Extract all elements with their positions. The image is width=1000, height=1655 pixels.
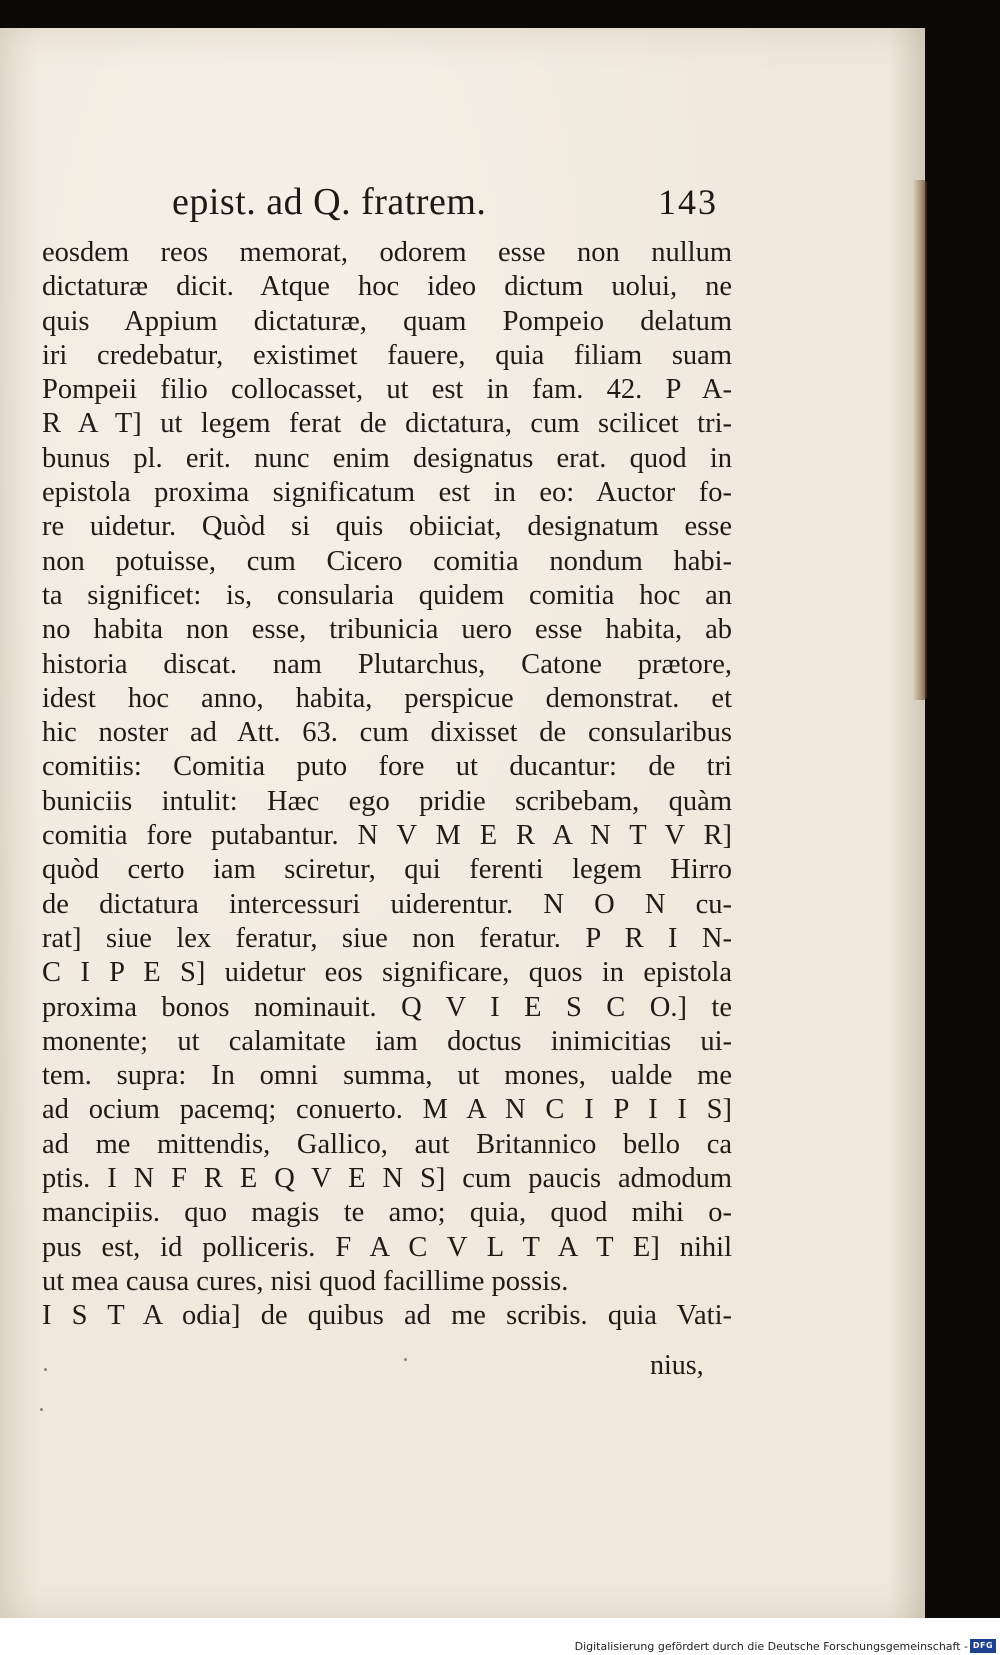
text-line: ta significet: is, consularia quidem comitia hoc an [42,579,732,611]
text-line: iri credebatur, existimet fauere, quia filiam suam [42,339,732,371]
text-line: rat] siue lex feratur, siue non feratur. P R I N- [42,922,732,954]
text-line: proxima bonos nominauit. Q V I E S C O.] te [42,991,732,1023]
text-line: mancipiis. quo magis te amo; quia, quod mihi o- [42,1197,732,1229]
text-line: idest hoc anno, habita, perspicue demonstrat. et [42,682,732,714]
text-line: I S T A odia] de quibus ad me scribis. quia Vati- [42,1300,732,1332]
text-line: historia discat. nam Plutarchus, Catone prætore, [42,648,732,680]
text-line: ut mea causa cures, nisi quod facillime possis. [42,1265,569,1297]
text-line: bunus pl. erit. nunc enim designatus erat. quod in [42,442,732,474]
text-line: de dictatura intercessuri uiderentur. N O N cu- [42,888,732,920]
text-line: hic noster ad Att. 63. cum dixisset de consularibus [42,717,732,749]
text-line: ptis. I N F R E Q V E N S] cum paucis admodum [42,1163,732,1195]
catchword: nius, [650,1350,704,1381]
text-line: non potuisse, cum Cicero comitia nondum habi- [42,545,732,577]
dfg-logo-icon: DFG [970,1639,996,1653]
digitization-credit: Digitalisierung gefördert durch die Deutsche Forschungsgemeinschaft - [574,1640,968,1653]
text-line: comitia fore putabantur. N V M E R A N T V R] [42,820,732,852]
page-number: 143 [658,182,718,222]
text-line: comitiis: Comitia puto fore ut ducantur: de tri [42,751,732,783]
text-line: epistola proxima significatum est in eo: Auctor fo- [42,477,732,509]
text-line: R A T] ut legem ferat de dictatura, cum scilicet tri- [42,408,732,440]
running-head [0,177,925,227]
text-line: pus est, id polliceris. F A C V L T A T E] nihil [42,1231,732,1263]
ink-speck [404,1358,407,1361]
text-line: dictaturæ dicit. Atque hoc ideo dictum uolui, ne [42,271,732,303]
text-line: buniciis intulit: Hæc ego pridie scribebam, quàm [42,785,732,817]
text-line: no habita non esse, tribunicia uero esse habita, ab [42,614,732,646]
text-line: ad ocium pacemq; conuerto. M A N C I P I I S] [42,1094,732,1126]
text-line: monente; ut calamitate iam doctus inimicitias ui- [42,1025,732,1057]
ink-speck [40,1408,43,1411]
text-line: re uidetur. Quòd si quis obiiciat, designatum esse [42,511,732,543]
text-line: Pompeii filio collocasset, ut est in fam. 42. P A- [42,374,732,406]
text-line: C I P E S] uidetur eos significare, quos in epistola [42,957,732,989]
page-edge [912,180,927,700]
body-text [42,236,732,1334]
text-line: ad me mittendis, Gallico, aut Britannico bello ca [42,1128,732,1160]
text-line: eosdem reos memorat, odorem esse non nullum [42,237,732,268]
running-head-title: epist. ad Q. fratrem. [172,181,487,223]
text-line: quòd certo iam sciretur, qui ferenti legem Hirro [42,854,732,886]
text-line: quis Appium dictaturæ, quam Pompeio delatum [42,305,732,337]
ink-speck [44,1368,47,1371]
text-line: tem. supra: In omni summa, ut mones, ualde me [42,1060,732,1092]
